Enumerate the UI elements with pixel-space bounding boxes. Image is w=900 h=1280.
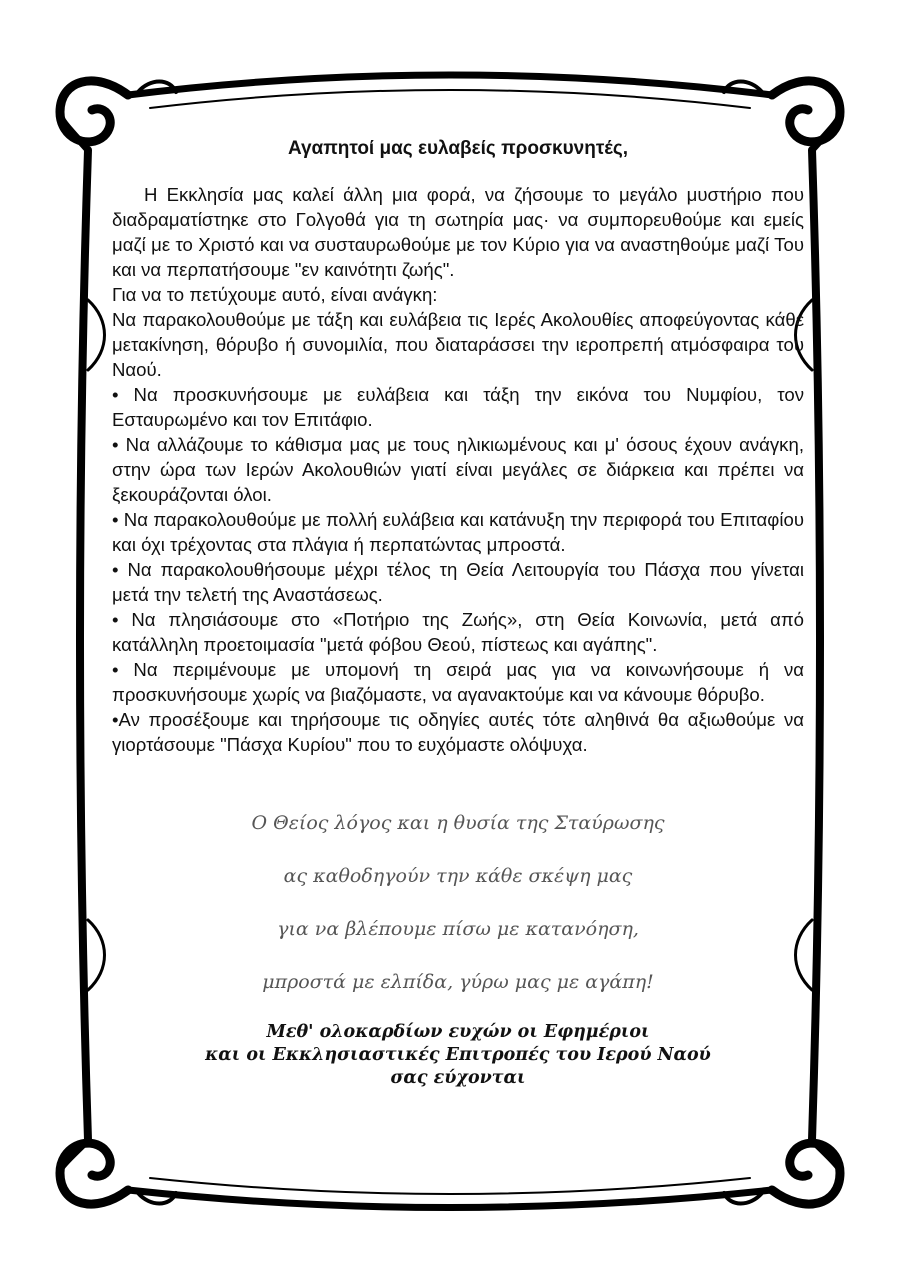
frame-right-edge: [812, 150, 820, 1140]
frame-bottom-edge: [128, 1190, 772, 1208]
signature-block: [112, 1021, 804, 1090]
poem-block: [112, 797, 804, 1009]
section-spacer: [112, 757, 804, 797]
guideline-bullet: • Να παρακολουθούμε με πολλή ευλάβεια και κατάνυξη την περιφορά του Επιταφίου και όχι τρέχοντας στα πλάγια ή περπατώντας μπροστά.: [112, 509, 804, 555]
guideline-bullet: • Να παρακολουθήσουμε μέχρι τέλος τη Θεία Λειτουργία του Πάσχα που γίνεται μετά την τελετή της Αναστάσεως.: [112, 559, 804, 605]
signature-line: Μεθ' ολοκαρδίων ευχών οι Εφημέριοι: [266, 1022, 650, 1042]
intro-paragraph: Η Εκκλησία μας καλεί άλλη μια φορά, να ζήσουμε το μεγάλο μυστήριο που διαδραματίστηκε στο Γολγοθά για τη σωτηρία μας· να συμπορευθούμε και εμείς μαζί με το Χριστό και να συσταυρωθούμε με τον Κύριο για να αναστηθούμε μαζί Του και να περπατήσουμε "εν καινότητι ζωής".: [112, 184, 804, 280]
first-guideline: Να παρακολουθούμε με τάξη και ευλάβεια τις Ιερές Ακολουθίες αποφεύγοντας κάθε μετακίνηση, θόρυβο ή συνομιλία, που διαταράσσει την ιεροπρεπή ατμόσφαιρα του Ναού.: [112, 309, 804, 380]
poem-line: για να βλέπουμε πίσω με κατανόηση,: [277, 918, 639, 940]
letter-greeting: Αγαπητοί μας ευλαβείς προσκυνητές,: [287, 138, 629, 159]
poem-line: Ο Θείος λόγος και η θυσία της Σταύρωσης: [251, 812, 665, 834]
poem-line: ας καθοδηγούν την κάθε σκέψη μας: [283, 865, 633, 887]
poem-line: μπροστά με ελπίδα, γύρω μας με αγάπη!: [262, 971, 654, 993]
requirement-line: Για να το πετύχουμε αυτό, είναι ανάγκη:: [112, 284, 438, 305]
signature-line: σας εύχονται: [390, 1068, 526, 1088]
signature-line: και οι Εκκλησιαστικές Επιτροπές του Ιερού Ναού: [205, 1045, 711, 1065]
letter-content: [112, 138, 804, 1090]
guideline-bullet: • Να αλλάζουμε το κάθισμα μας με τους ηλικιωμένους και μ' όσους έχουν ανάγκη, στην ώρα των Ιερών Ακολουθιών γιατί είναι μεγάλες σε διάρκεια και πρέπει να ξεκουράζονται όλοι.: [112, 434, 804, 505]
guideline-bullet: • Να περιμένουμε με υπομονή τη σειρά μας για να κοινωνήσουμε ή να προσκυνήσουμε χωρίς να βιαζόμαστε, να αγανακτούμε και να κάνουμε θόρυβο.: [112, 659, 804, 705]
frame-left-edge: [80, 150, 88, 1140]
guideline-bullet: • Να προσκυνήσουμε με ευλάβεια και τάξη την εικόνα του Νυμφίου, τον Εσταυρωμένο και τον Επιτάφιο.: [112, 384, 804, 430]
closing-guideline: •Αν προσέξουμε και τηρήσουμε τις οδηγίες αυτές τότε αληθινά θα αξιωθούμε να γιορτάσουμε "Πάσχα Κυρίου" που το ευχόμαστε ολόψυχα.: [112, 709, 804, 755]
frame-top-edge: [128, 75, 772, 95]
guideline-bullet: • Να πλησιάσουμε στο «Ποτήριο της Ζωής», στη Θεία Κοινωνία, μετά από κατάλληλη προετοιμασία "μετά φόβου Θεού, πίστεως και αγάπης".: [112, 609, 804, 655]
